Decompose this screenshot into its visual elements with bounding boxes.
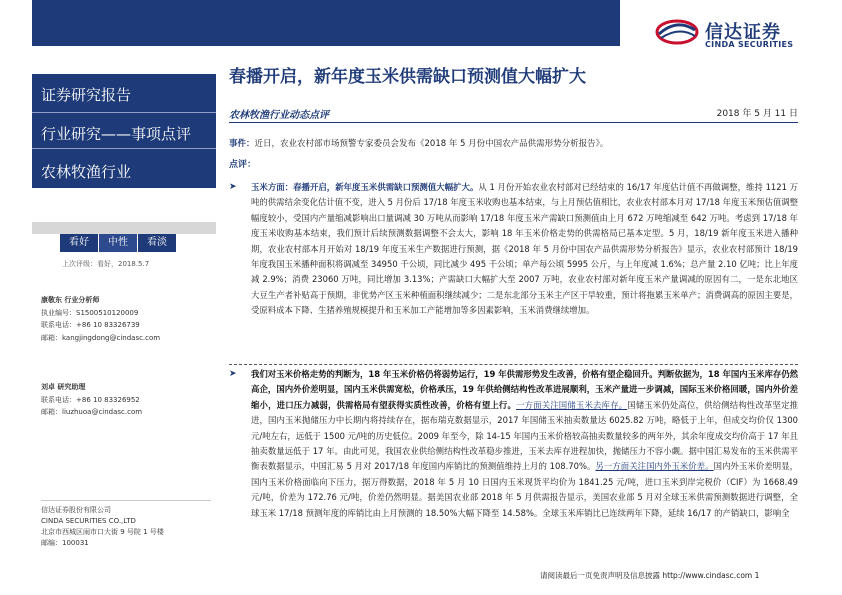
industry-name: 农林牧渔行业 [41,163,132,181]
previous-rating: 上次评级：看好，2018.5.7 [62,260,150,268]
analyst-1-email: 邮箱：kangjingdong@cindasc.com [41,333,161,342]
subtitle-bar [229,106,798,123]
destocking-text: 国储玉米仍处高位，供给侧结构性改革坚定推进，国内玉米抛储压力中长期内将持续存在，据布瑞克数据显示，2017 年国储玉米抽卖数量达 6025.82 万吨，略低于上年，但成交均价仅 1300 元/吨左右，远低于 1500 元/吨的历史低位。2009 年至今，除 14-15 年国内玉米价格较高抽卖数量较多的两年外，其余年度成交均价高于 17 年且抽卖数量远低于 17 年。由此可见，我国农业供给侧结构性改革稳步推进，玉米去库存进程加快，抛储压力不容小觑。据中国汇易发布的玉米供需平衡表数据显示，中国汇易 5 月对 2017/18 年度国内库销比的预测值维持上月的 108.70%。 [251,399,799,472]
paragraph-corn-text: 从 1 月份开始农业农村部对已经结束的 16/17 年度估计值不再做调整，维持 1121 万吨的供需结余变化估计值不变，进入 5 月份后 17/18 年度玉米收购也基本结束，与上月预估值相比，农业农村部本月对 17/18 年度玉米预估值调整幅度较小，受国内产量缩减影响出口量调减 30 万吨从而影响 17/18 年度玉米产需缺口预测值由上月 672 万吨缩减至 642 万吨。考虑到 17/18 年度玉米收购基本结束，我们预计后续预测数据调整不会太大，影响 18 年玉米价格走势的供需格局已基本定型。5 月，18/19 新年度玉米进入播种期，农业农村部本月开始对 18/19 年度玉米生产数据进行预测，据《2018 年 5 月份中国农产品供需形势分析报告》显示，农业农村部预计 18/19 年度我国玉米播种面积将调减至 34950 千公顷，同比减少 495 千公顷；单产每公顷 5995 公斤，与上年度减 1.6%；总产量 2.10 亿吨；比上年度减 2.9%；消费 23060 万吨，同比增加 3.13%；产需缺口大幅扩大至 2007 万吨，农业农村部对新年度玉米产量调减的原因有二，一是东北地区大豆生产者补贴高于预期，非优势产区玉米种植面积继续减少；二是东北部分玉米主产区干旱较重，预计将拖累玉米单产；消费调高的原因主要是，受原料成本下降、生猪养殖规模提升和玉米加工产能增加等多因素影响，玉米消费继续增加。 [251,182,798,316]
analyst-2-email: 邮箱：liuzhuoa@cindasc.com [41,408,143,417]
comment-label: 点评： [229,160,257,170]
rating-neutral: 中性 [99,234,137,252]
analyst-2-phone: 联系电话：+86 10 83326952 [41,395,140,404]
analyst-1-role: 康敬东 行业分析师 [41,296,100,304]
analyst-1 [41,294,160,344]
rating-negative: 看淡 [138,234,176,252]
analyst-2-role: 刘卓 研究助理 [41,383,86,391]
price-spread-heading: 另一方面关注国内外玉米价差。 [595,461,714,472]
report-type: 证券研究报告 [41,86,132,104]
company-postcode: 邮编：100031 [41,539,89,547]
page-title: 春播开启，新年度玉米供需缺口预测值大幅扩大 [229,67,586,87]
report-subtitle: 农林牧渔行业动态点评 [229,110,329,121]
company-address: 北京市西城区闹市口大街 9 号院 1 号楼 [41,528,164,536]
paragraph-outlook-body [251,367,798,521]
sidebar-title-block [32,74,216,188]
section-divider [229,364,798,365]
company-rule [41,500,211,501]
arrow-bullet-icon: ➤ [229,369,237,379]
rating-scale [60,234,177,252]
logo-swoosh-icon [655,16,699,48]
paragraph-outlook [229,367,798,521]
logo-cn-text: 信达证券 [705,22,781,43]
sidebar-divider [32,148,216,149]
company-info [41,505,164,549]
analyst-1-cert: 执业编号：S1500510120009 [41,308,139,317]
event-text: 近日，农业农村部市场预警专家委员会发布《2018 年 5 月份中国农产品供需形势分析报告》。 [254,139,609,149]
rating-positive: 看好 [60,234,98,252]
sidebar [32,48,216,595]
research-type: 行业研究——事项点评 [41,125,192,143]
header-band [32,0,620,46]
company-name-cn: 信达证券股份有限公司 [41,506,111,514]
page-footer: 请阅读最后一页免责声明及信息披露 http://www.cindasc.com 1 [540,571,760,580]
rating-band [32,222,216,234]
report-date: 2018 年 5 月 11 日 [716,109,798,119]
arrow-bullet-icon: ➤ [229,182,237,192]
paragraph-corn-body [251,180,798,319]
paragraph-corn [229,180,798,319]
paragraph-outlook-lead: 我们对玉米价格走势的判断为，18 年玉米价格仍将弱势运行，19 年供需形势发生改善，价格有望企稳回升。判断依据为，18 年国内玉米库存仍然高企，国内外价差明显，国内玉米供需宽松，价格承压，19 年供给侧结构性改革进展顺利，玉米产量进一步调减，国际玉米价格回暖，国内外价差缩小，进口压力减弱，供需格局有望获得实质性改善，价格有望上行。 [251,369,798,410]
event-line [229,137,798,149]
price-spread-text: 国内外玉米价差明显，国内玉米价格面临向下压力，据万得数据，2018 年 5 月 10 日国内玉米现货平均价为 1841.25 元/吨，进口玉米到岸完税价（CIF）为 1668.49 元/吨，价差为 172.76 元/吨，价差仍然明显。据美国农业部 2018 年 5 月供需报告显示，美国农业部 5 月对全球玉米供需预测数据进行调整，全球玉米 17/18 预测年度的库销比由上月预测的 18.50%大幅下降至 14.58%。全球玉米库销比已连续两年下降，延续 16/17 的产销缺口，影响全 [251,461,799,518]
analyst-1-phone: 联系电话：+86 10 83326739 [41,321,140,330]
logo-en-text: CINDA SECURITIES [705,40,794,49]
paragraph-corn-lead: 玉米方面：春播开启，新年度玉米供需缺口预测值大幅扩大。 [251,182,479,192]
destocking-heading: 一方面关注国储玉米去库存。 [516,399,628,410]
analyst-2 [41,381,142,419]
event-label: 事件： [229,139,255,149]
company-logo [655,16,835,52]
sidebar-divider [32,112,216,113]
company-name-en: CINDA SECURITIES CO.,LTD [41,517,136,525]
